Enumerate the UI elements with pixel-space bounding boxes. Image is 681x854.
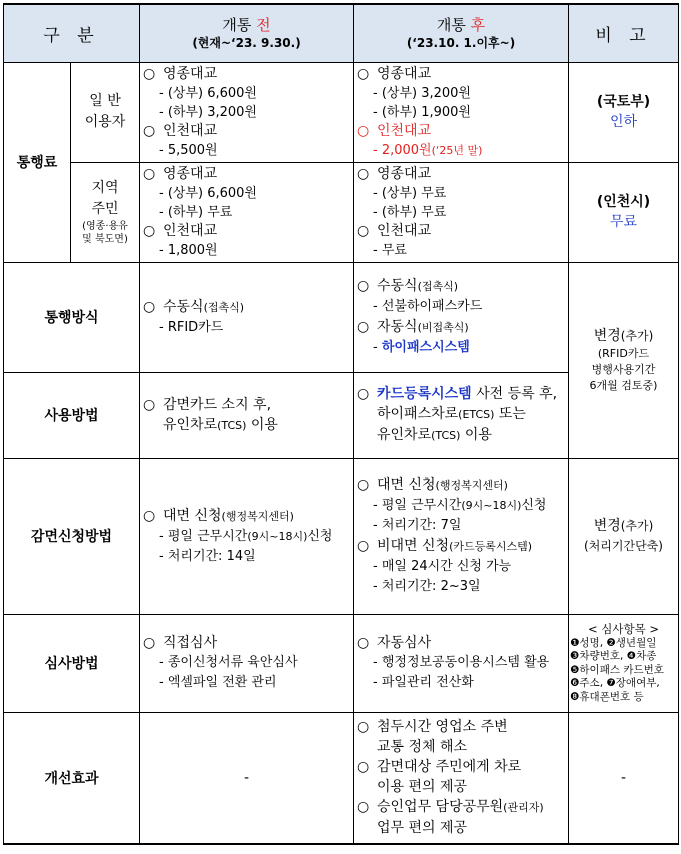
method-category: 통행방식 xyxy=(4,262,140,372)
header-remarks: 비 고 xyxy=(569,4,679,62)
method-row xyxy=(4,262,679,372)
header-after: 개통 후 (‘23.10. 1.이후~) xyxy=(354,4,569,62)
apply-row xyxy=(4,458,679,614)
header-row xyxy=(4,4,679,62)
effect-after: ○ 첨두시간 영업소 주변 교통 정체 해소 ○ 감면대상 주민에게 차로 이용 편의 제공 ○ 승인업무 담당공무원(관리자) 업무 편의 제공 xyxy=(354,712,569,844)
review-before: ○ 직접심사 - 종이신청서류 육안심사 - 엑셀파일 전환 관리 xyxy=(140,614,354,712)
method-before: ○ 수동식(접촉식) - RFID카드 xyxy=(140,262,354,372)
toll-local-label: 지역 주민 (영종·용유 및 북도면) xyxy=(71,162,140,262)
usage-before: ○ 감면카드 소지 후, 유인차로(TCS) 이용 xyxy=(140,372,354,458)
effect-category: 개선효과 xyxy=(4,712,140,844)
comparison-table xyxy=(3,3,679,845)
apply-category: 감면신청방법 xyxy=(4,458,140,614)
effect-row xyxy=(4,712,679,844)
effect-before: - xyxy=(140,712,354,844)
toll-general-row xyxy=(4,62,679,162)
toll-local-before: ○ 영종대교 - (상부) 6,600원 - (하부) 무료 ○ 인천대교 - 1,800원 xyxy=(140,162,354,262)
apply-before: ○ 대면 신청(행정복지센터) - 평일 근무시간(9시~18시)신청 - 처리기간: 14일 xyxy=(140,458,354,614)
usage-category: 사용방법 xyxy=(4,372,140,458)
review-row xyxy=(4,614,679,712)
apply-after: ○ 대면 신청(행정복지센터) - 평일 근무시간(9시~18시)신청 - 처리기간: 7일 ○ 비대면 신청(카드등록시스템) - 매일 24시간 신청 가능 - 처리기간: 2~3일 xyxy=(354,458,569,614)
toll-local-remark: (인천시) 무료 xyxy=(569,162,679,262)
toll-local-row xyxy=(4,162,679,262)
toll-general-before: ○ 영종대교 - (상부) 6,600원 - (하부) 3,200원 ○ 인천대교 - 5,500원 xyxy=(140,62,354,162)
toll-local-after: ○ 영종대교 - (상부) 무료 - (하부) 무료 ○ 인천대교 - 무료 xyxy=(354,162,569,262)
usage-after: ○ 카드등록시스템 사전 등록 후, 하이패스차로(ETCS) 또는 유인차로(TCS) 이용 xyxy=(354,372,569,458)
toll-category: 통행료 xyxy=(4,62,71,262)
header-before: 개통 전 (현재~‘23. 9.30.) xyxy=(140,4,354,62)
toll-general-label: 일 반 이용자 xyxy=(71,62,140,162)
review-remark: < 심사항목 > ❶성명, ❷생년월일 ❸차량번호, ❹차종 ❺하이패스 카드번호 ❻주소, ❼장애여부, ❽휴대폰번호 등 xyxy=(569,614,679,712)
method-remark: 변경(추가) (RFID카드 병행사용기간 6개월 검토중) xyxy=(569,262,679,458)
toll-general-remark: (국토부) 인하 xyxy=(569,62,679,162)
review-category: 심사방법 xyxy=(4,614,140,712)
apply-remark: 변경(추가) (처리기간단축) xyxy=(569,458,679,614)
effect-remark: - xyxy=(569,712,679,844)
review-after: ○ 자동심사 - 행정정보공동이용시스템 활용 - 파일관리 전산화 xyxy=(354,614,569,712)
toll-general-after: ○ 영종대교 - (상부) 3,200원 - (하부) 1,900원 ○ 인천대교 - 2,000원(‘25년 말) xyxy=(354,62,569,162)
header-category: 구 분 xyxy=(4,4,140,62)
method-after: ○ 수동식(접촉식) - 선불하이패스카드 ○ 자동식(비접촉식) - 하이패스시스템 xyxy=(354,262,569,372)
